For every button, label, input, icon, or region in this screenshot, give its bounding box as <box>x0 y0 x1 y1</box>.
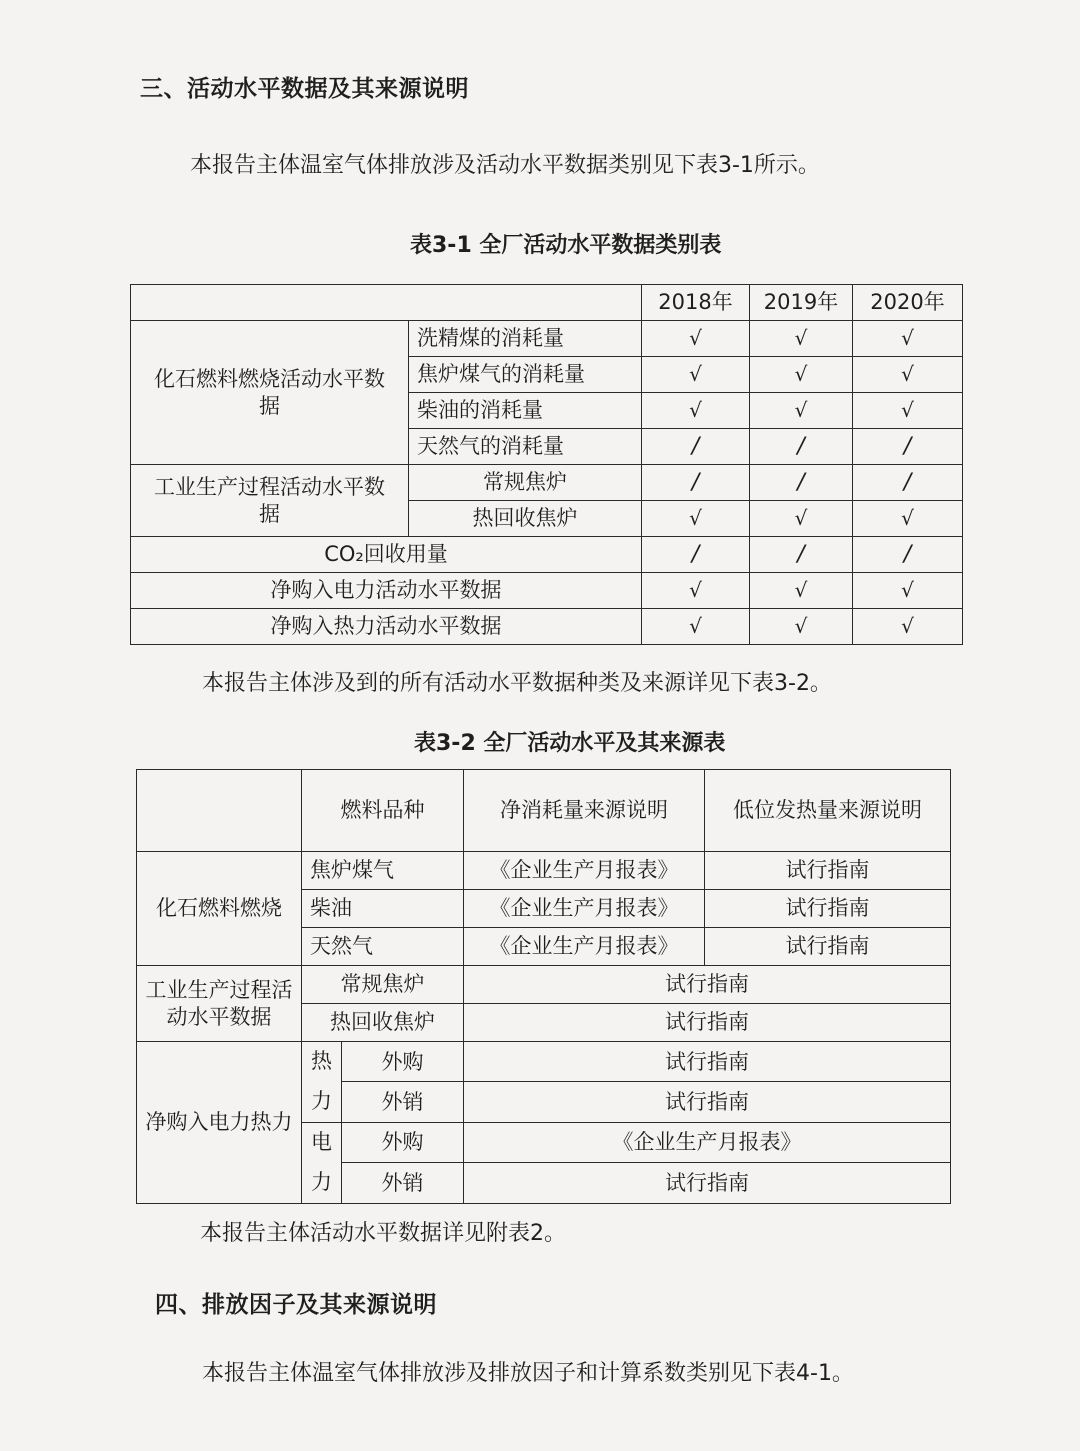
cell-mark: √ <box>750 321 853 357</box>
group-fossil-fuel: 化石燃料燃烧 <box>137 852 302 966</box>
cell-mark: / <box>642 465 750 501</box>
cell-mark: √ <box>642 501 750 537</box>
consumption-source: 《企业生产月报表》 <box>464 890 705 928</box>
fuel-name: 常规焦炉 <box>302 966 464 1004</box>
fuel-name: 焦炉煤气 <box>302 852 464 890</box>
group-net-purchase: 净购入电力热力 <box>137 1042 302 1204</box>
source: 《企业生产月报表》 <box>464 1122 951 1162</box>
header-heating-value-source: 低位发热量来源说明 <box>705 770 951 852</box>
header-consumption-source: 净消耗量来源说明 <box>464 770 705 852</box>
source: 试行指南 <box>464 1163 951 1203</box>
table-3-1-note: 本报告主体涉及到的所有活动水平数据种类及来源详见下表3-2。 <box>202 671 832 696</box>
section-3-intro: 本报告主体温室气体排放涉及活动水平数据类别见下表3-1所示。 <box>190 153 820 178</box>
cell-mark: √ <box>642 321 750 357</box>
year-header: 2020年 <box>853 285 963 321</box>
section-4-intro: 本报告主体温室气体排放涉及排放因子和计算系数类别见下表4-1。 <box>202 1361 854 1386</box>
consumption-source: 《企业生产月报表》 <box>464 852 705 890</box>
fuel-name: 柴油 <box>302 890 464 928</box>
table-3-2-corner <box>137 770 302 852</box>
consumption-source: 《企业生产月报表》 <box>464 928 705 966</box>
fuel-name: 天然气 <box>302 928 464 966</box>
source: 试行指南 <box>464 1082 951 1122</box>
cell-mark: √ <box>642 357 750 393</box>
table-3-2-note: 本报告主体活动水平数据详见附表2。 <box>200 1221 566 1246</box>
sub-type: 外销 <box>342 1082 464 1122</box>
source: 试行指南 <box>464 1042 951 1082</box>
cell-mark: √ <box>642 609 750 645</box>
group-fossil-fuel: 化石燃料燃烧活动水平数据 <box>131 321 409 465</box>
row-label: 焦炉煤气的消耗量 <box>409 357 642 393</box>
cell-mark: / <box>642 429 750 465</box>
group-industrial: 工业生产过程活动水平数据 <box>131 465 409 537</box>
group-industrial: 工业生产过程活动水平数据 <box>137 966 302 1042</box>
source: 试行指南 <box>464 1004 951 1042</box>
cell-mark: √ <box>750 573 853 609</box>
table-3-1-caption: 表3-1 全厂活动水平数据类别表 <box>410 233 722 258</box>
cell-mark: / <box>750 429 853 465</box>
cell-mark: / <box>750 537 853 573</box>
table-3-2-caption: 表3-2 全厂活动水平及其来源表 <box>414 731 726 756</box>
power-label: 电力 <box>302 1122 342 1203</box>
cell-mark: √ <box>642 393 750 429</box>
header-fuel-type: 燃料品种 <box>302 770 464 852</box>
table-3-1 <box>130 284 963 645</box>
heating-value-source: 试行指南 <box>705 852 951 890</box>
cell-mark: / <box>853 429 963 465</box>
cell-mark: √ <box>642 573 750 609</box>
cell-mark: √ <box>853 609 963 645</box>
cell-mark: √ <box>750 393 853 429</box>
sub-type: 外购 <box>342 1042 464 1082</box>
table-3-1-corner <box>131 285 642 321</box>
cell-mark: √ <box>750 501 853 537</box>
heat-label: 热力 <box>302 1042 342 1123</box>
cell-mark: / <box>853 537 963 573</box>
heating-value-source: 试行指南 <box>705 890 951 928</box>
cell-mark: √ <box>853 393 963 429</box>
source: 试行指南 <box>464 966 951 1004</box>
cell-mark: √ <box>750 357 853 393</box>
heating-value-source: 试行指南 <box>705 928 951 966</box>
cell-mark: √ <box>853 501 963 537</box>
row-label: 洗精煤的消耗量 <box>409 321 642 357</box>
year-header: 2018年 <box>642 285 750 321</box>
row-label: 净购入电力活动水平数据 <box>131 573 642 609</box>
cell-mark: / <box>750 465 853 501</box>
row-label: 柴油的消耗量 <box>409 393 642 429</box>
row-label: 净购入热力活动水平数据 <box>131 609 642 645</box>
row-label: CO₂回收用量 <box>131 537 642 573</box>
row-label: 常规焦炉 <box>409 465 642 501</box>
cell-mark: √ <box>853 321 963 357</box>
cell-mark: / <box>853 465 963 501</box>
row-label: 热回收焦炉 <box>409 501 642 537</box>
fuel-name: 热回收焦炉 <box>302 1004 464 1042</box>
cell-mark: √ <box>853 573 963 609</box>
sub-type: 外购 <box>342 1122 464 1162</box>
cell-mark: √ <box>750 609 853 645</box>
section-4-heading: 四、排放因子及其来源说明 <box>155 1292 437 1318</box>
cell-mark: √ <box>853 357 963 393</box>
year-header: 2019年 <box>750 285 853 321</box>
sub-type: 外销 <box>342 1163 464 1203</box>
section-3-heading: 三、活动水平数据及其来源说明 <box>140 76 469 102</box>
table-3-2 <box>136 769 951 1204</box>
cell-mark: / <box>642 537 750 573</box>
row-label: 天然气的消耗量 <box>409 429 642 465</box>
